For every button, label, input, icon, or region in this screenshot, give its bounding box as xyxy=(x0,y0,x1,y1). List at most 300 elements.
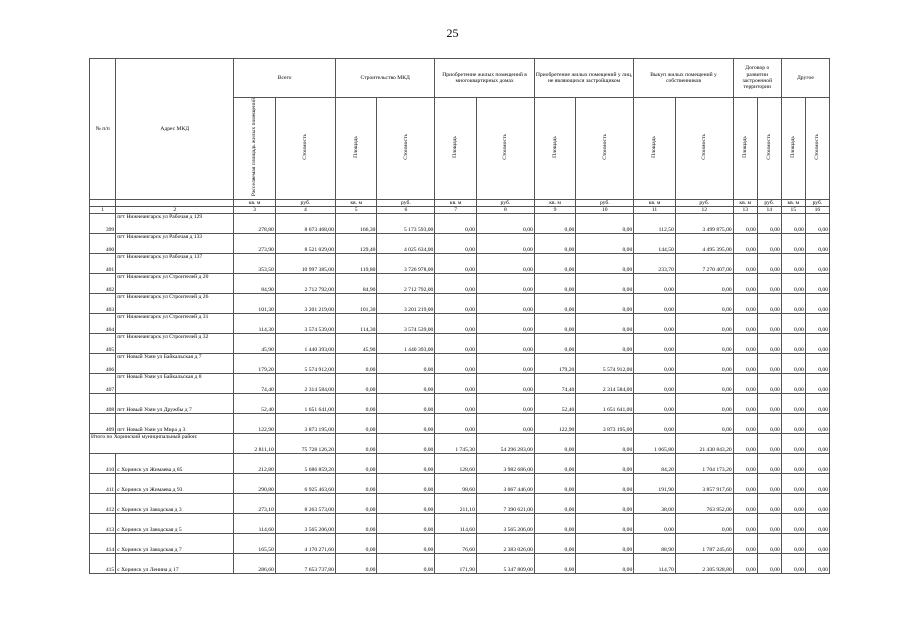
column-number-cell: 3 xyxy=(234,206,276,213)
value-cell: 0,00 xyxy=(576,554,634,574)
header-sub-label: Площадь xyxy=(452,136,459,158)
value-cell: 3 201 219,00 xyxy=(377,294,435,314)
header-sub xyxy=(634,98,676,200)
value-cell: 54 296 283,00 xyxy=(476,434,534,454)
value-cell: 0,00 xyxy=(634,514,676,534)
row-number: 411 xyxy=(90,474,116,494)
value-cell: 0,00 xyxy=(476,234,534,254)
header-sub-label: Стоимость xyxy=(701,134,708,160)
header-sub xyxy=(675,98,733,200)
value-cell: 3 574 539,00 xyxy=(377,314,435,334)
value-cell: 0,00 xyxy=(675,274,733,294)
value-cell: 4 170 271,60 xyxy=(275,534,335,554)
row-address: пгт Новый Уоян ул Мира д 3 xyxy=(116,414,234,434)
value-cell: 45,90 xyxy=(234,334,276,354)
header-sub-label: Площадь xyxy=(790,136,797,158)
value-cell: 0,00 xyxy=(675,414,733,434)
header-sub xyxy=(476,98,534,200)
value-cell: 0,00 xyxy=(757,254,781,274)
value-cell: 5 574 912,00 xyxy=(275,354,335,374)
header-group: Строительство МКД xyxy=(335,59,434,98)
value-cell: 0,00 xyxy=(781,474,805,494)
value-cell: 84,20 xyxy=(634,454,676,474)
value-cell: 0,00 xyxy=(675,354,733,374)
table-row xyxy=(90,294,830,314)
value-cell: 0,00 xyxy=(634,414,676,434)
value-cell: 0,00 xyxy=(805,254,829,274)
value-cell: 0,00 xyxy=(476,214,534,234)
row-address: с Хоринск ул Жимаева д 93 xyxy=(116,474,234,494)
value-cell: 122,90 xyxy=(234,414,276,434)
value-cell: 0,00 xyxy=(781,274,805,294)
value-cell: 0,00 xyxy=(435,214,477,234)
value-cell: 0,00 xyxy=(757,394,781,414)
value-cell: 0,00 xyxy=(476,354,534,374)
table-row xyxy=(90,274,830,294)
value-cell: 0,00 xyxy=(435,294,477,314)
value-cell: 0,00 xyxy=(805,334,829,354)
value-cell: 0,00 xyxy=(634,294,676,314)
value-cell: 179,20 xyxy=(234,354,276,374)
value-cell: 0,00 xyxy=(634,314,676,334)
value-cell: 0,00 xyxy=(576,514,634,534)
value-cell: 0,00 xyxy=(805,314,829,334)
value-cell: 0,00 xyxy=(757,354,781,374)
header-sub xyxy=(377,98,435,200)
value-cell: 0,00 xyxy=(634,334,676,354)
header-sub xyxy=(534,98,576,200)
value-cell: 74,40 xyxy=(534,374,576,394)
header-group: Приобретение жилых помещений у лиц, не являющихся застройщиком xyxy=(534,59,633,98)
value-cell: 88,90 xyxy=(634,534,676,554)
unit-cell: руб. xyxy=(576,199,634,206)
unit-cell: кв. м xyxy=(733,199,757,206)
table-row xyxy=(90,254,830,274)
value-cell: 0,00 xyxy=(781,534,805,554)
value-cell: 165,50 xyxy=(234,534,276,554)
value-cell: 0,00 xyxy=(781,454,805,474)
value-cell: 7 390 621,00 xyxy=(476,494,534,514)
value-cell: 0,00 xyxy=(476,254,534,274)
row-number: 412 xyxy=(90,494,116,514)
value-cell: 1 704 173,20 xyxy=(675,454,733,474)
value-cell: 0,00 xyxy=(805,434,829,454)
column-number-cell: 1 xyxy=(90,206,116,213)
column-number-cell: 7 xyxy=(435,206,477,213)
value-cell: 21 430 843,20 xyxy=(675,434,733,454)
unit-cell xyxy=(90,199,116,206)
header-sub xyxy=(335,98,377,200)
row-address: пгт Новый Уоян ул Байкальская д 8 xyxy=(116,374,234,394)
value-cell: 191,90 xyxy=(634,474,676,494)
value-cell: 166,30 xyxy=(335,214,377,234)
value-cell: 0,00 xyxy=(534,294,576,314)
row-address: с Хоринск ул Заводская д 5 xyxy=(116,514,234,534)
header-group: Другое xyxy=(781,59,829,98)
total-label: Итого по Хоринский муниципальный район: xyxy=(90,434,234,454)
value-cell: 0,00 xyxy=(576,494,634,514)
value-cell: 0,00 xyxy=(534,214,576,234)
value-cell: 0,00 xyxy=(805,374,829,394)
value-cell: 0,00 xyxy=(733,514,757,534)
row-address: с Хоринск ул Заводская д 7 xyxy=(116,534,234,554)
value-cell: 273,10 xyxy=(234,494,276,514)
value-cell: 3 067 446,00 xyxy=(476,474,534,494)
header-sub xyxy=(275,98,335,200)
value-cell: 114,60 xyxy=(234,514,276,534)
column-number-cell: 8 xyxy=(476,206,534,213)
column-number-cell: 16 xyxy=(805,206,829,213)
row-address: пгт Нижнеангарск ул Строителей д 31 xyxy=(116,314,234,334)
value-cell: 0,00 xyxy=(335,374,377,394)
row-number: 405 xyxy=(90,334,116,354)
value-cell: 0,00 xyxy=(757,334,781,354)
row-address: пгт Новый Уоян ул Дружбы д 7 xyxy=(116,394,234,414)
value-cell: 114,30 xyxy=(335,314,377,334)
value-cell: 0,00 xyxy=(435,334,477,354)
value-cell: 0,00 xyxy=(757,414,781,434)
value-cell: 212,80 xyxy=(234,454,276,474)
value-cell: 84,90 xyxy=(335,274,377,294)
value-cell: 0,00 xyxy=(476,314,534,334)
value-cell: 0,00 xyxy=(733,474,757,494)
value-cell: 0,00 xyxy=(757,494,781,514)
value-cell: 0,00 xyxy=(675,334,733,354)
value-cell: 1 745,30 xyxy=(435,434,477,454)
page-number: 25 xyxy=(446,26,459,40)
value-cell: 4 495 395,00 xyxy=(675,234,733,254)
value-cell: 0,00 xyxy=(781,254,805,274)
value-cell: 0,00 xyxy=(757,314,781,334)
value-cell: 52,40 xyxy=(234,394,276,414)
column-number-cell: 12 xyxy=(675,206,733,213)
value-cell: 0,00 xyxy=(335,494,377,514)
value-cell: 3 574 539,00 xyxy=(275,314,335,334)
value-cell: 0,00 xyxy=(675,514,733,534)
row-address: пгт Новый Уоян ул Байкальская д 7 xyxy=(116,354,234,374)
value-cell: 0,00 xyxy=(733,374,757,394)
table-row xyxy=(90,454,830,474)
value-cell: 0,00 xyxy=(576,534,634,554)
value-cell: 0,00 xyxy=(805,514,829,534)
value-cell: 5 574 912,00 xyxy=(576,354,634,374)
table-row xyxy=(90,314,830,334)
value-cell: 1 065,80 xyxy=(634,434,676,454)
value-cell: 0,00 xyxy=(733,254,757,274)
unit-cell: руб. xyxy=(275,199,335,206)
header-group: Приобретение жилых помещений в многоквартирных домах xyxy=(435,59,534,98)
value-cell: 122,90 xyxy=(534,414,576,434)
value-cell: 0,00 xyxy=(757,294,781,314)
row-number: 399 xyxy=(90,214,116,234)
value-cell: 0,00 xyxy=(576,314,634,334)
value-cell: 0,00 xyxy=(335,394,377,414)
value-cell: 0,00 xyxy=(805,234,829,254)
value-cell: 0,00 xyxy=(781,394,805,414)
value-cell: 0,00 xyxy=(335,554,377,574)
value-cell: 1 440 393,00 xyxy=(377,334,435,354)
value-cell: 0,00 xyxy=(534,234,576,254)
value-cell: 0,00 xyxy=(534,514,576,534)
value-cell: 0,00 xyxy=(576,334,634,354)
value-cell: 0,00 xyxy=(757,554,781,574)
value-cell: 0,00 xyxy=(534,554,576,574)
table-row xyxy=(90,514,830,534)
value-cell: 84,90 xyxy=(234,274,276,294)
value-cell: 3 565 206,00 xyxy=(476,514,534,534)
unit-cell: кв. м xyxy=(781,199,805,206)
value-cell: 3 565 206,00 xyxy=(275,514,335,534)
value-cell: 10 997 385,00 xyxy=(275,254,335,274)
row-number: 415 xyxy=(90,554,116,574)
value-cell: 0,00 xyxy=(435,254,477,274)
value-cell: 0,00 xyxy=(435,394,477,414)
row-number: 401 xyxy=(90,254,116,274)
value-cell: 112,50 xyxy=(634,214,676,234)
header-sub-label: Расселяемая площадь жилых помещений xyxy=(251,98,258,197)
value-cell: 4 025 634,00 xyxy=(377,234,435,254)
value-cell: 0,00 xyxy=(377,414,435,434)
value-cell: 0,00 xyxy=(757,474,781,494)
unit-cell xyxy=(116,199,234,206)
value-cell: 0,00 xyxy=(781,234,805,254)
value-cell: 0,00 xyxy=(733,414,757,434)
header-num: № п/п xyxy=(90,59,116,200)
table-row xyxy=(90,354,830,374)
value-cell: 3 873 195,00 xyxy=(275,414,335,434)
value-cell: 0,00 xyxy=(675,294,733,314)
units-row xyxy=(90,199,830,206)
value-cell: 0,00 xyxy=(675,394,733,414)
value-cell: 0,00 xyxy=(377,454,435,474)
value-cell: 0,00 xyxy=(781,434,805,454)
row-number: 406 xyxy=(90,354,116,374)
value-cell: 0,00 xyxy=(335,474,377,494)
value-cell: 129,40 xyxy=(335,234,377,254)
value-cell: 0,00 xyxy=(335,514,377,534)
header-sub-label: Стоимость xyxy=(766,134,773,160)
value-cell: 0,00 xyxy=(733,494,757,514)
value-cell: 233,70 xyxy=(634,254,676,274)
value-cell: 76,60 xyxy=(435,534,477,554)
value-cell: 0,00 xyxy=(335,434,377,454)
row-address: с Хоринск ул Жимаева д 85 xyxy=(116,454,234,474)
value-cell: 0,00 xyxy=(781,494,805,514)
value-cell: 0,00 xyxy=(757,534,781,554)
value-cell: 2 383 026,00 xyxy=(476,534,534,554)
row-number: 403 xyxy=(90,294,116,314)
header-sub-label: Площадь xyxy=(352,136,359,158)
header-sub-label: Площадь xyxy=(551,136,558,158)
value-cell: 0,00 xyxy=(757,434,781,454)
value-cell: 179,20 xyxy=(534,354,576,374)
value-cell: 0,00 xyxy=(335,534,377,554)
value-cell: 128,60 xyxy=(435,454,477,474)
table-row xyxy=(90,414,830,434)
header-group: Всего xyxy=(234,59,336,98)
value-cell: 0,00 xyxy=(781,354,805,374)
value-cell: 0,00 xyxy=(634,354,676,374)
unit-cell: руб. xyxy=(377,199,435,206)
value-cell: 0,00 xyxy=(435,374,477,394)
value-cell: 0,00 xyxy=(534,434,576,454)
value-cell: 0,00 xyxy=(634,274,676,294)
header-sub-label: Стоимость xyxy=(402,134,409,160)
value-cell: 278,80 xyxy=(234,214,276,234)
value-cell: 45,90 xyxy=(335,334,377,354)
value-cell: 2 811,10 xyxy=(234,434,276,454)
header-sub-label: Стоимость xyxy=(814,134,821,160)
header-sub xyxy=(576,98,634,200)
value-cell: 1 787 245,60 xyxy=(675,534,733,554)
value-cell: 98,60 xyxy=(435,474,477,494)
header-group: Выкуп жилых помещений у собственников xyxy=(634,59,733,98)
row-number: 410 xyxy=(90,454,116,474)
value-cell: 0,00 xyxy=(576,234,634,254)
column-number-cell: 10 xyxy=(576,206,634,213)
value-cell: 0,00 xyxy=(757,214,781,234)
value-cell: 119,80 xyxy=(335,254,377,274)
value-cell: 2 314 584,00 xyxy=(576,374,634,394)
value-cell: 0,00 xyxy=(476,294,534,314)
value-cell: 0,00 xyxy=(534,274,576,294)
value-cell: 0,00 xyxy=(781,554,805,574)
value-cell: 0,00 xyxy=(805,414,829,434)
value-cell: 0,00 xyxy=(335,414,377,434)
value-cell: 3 726 978,00 xyxy=(377,254,435,274)
value-cell: 0,00 xyxy=(805,454,829,474)
row-number: 402 xyxy=(90,274,116,294)
header-sub xyxy=(435,98,477,200)
value-cell: 353,50 xyxy=(234,254,276,274)
header-sub xyxy=(781,98,805,200)
value-cell: 0,00 xyxy=(435,414,477,434)
value-cell: 0,00 xyxy=(733,394,757,414)
value-cell: 171,90 xyxy=(435,554,477,574)
value-cell: 0,00 xyxy=(377,434,435,454)
value-cell: 0,00 xyxy=(733,314,757,334)
header-sub xyxy=(733,98,757,200)
value-cell: 0,00 xyxy=(733,534,757,554)
unit-cell: руб. xyxy=(675,199,733,206)
header-sub-label: Площадь xyxy=(742,136,749,158)
row-address: пгт Нижнеангарск ул Рабочая д 133 xyxy=(116,234,234,254)
row-address: пгт Нижнеангарск ул Строителей д 26 xyxy=(116,294,234,314)
value-cell: 0,00 xyxy=(377,494,435,514)
row-address: с Хоринск ул Заводская д 3 xyxy=(116,494,234,514)
value-cell: 0,00 xyxy=(377,374,435,394)
table-row xyxy=(90,534,830,554)
value-cell: 0,00 xyxy=(534,254,576,274)
value-cell: 5 686 859,20 xyxy=(275,454,335,474)
row-number: 408 xyxy=(90,394,116,414)
value-cell: 0,00 xyxy=(757,274,781,294)
value-cell: 0,00 xyxy=(805,294,829,314)
value-cell: 0,00 xyxy=(476,274,534,294)
table-row xyxy=(90,394,830,414)
value-cell: 0,00 xyxy=(634,394,676,414)
row-number: 407 xyxy=(90,374,116,394)
value-cell: 0,00 xyxy=(805,354,829,374)
value-cell: 52,40 xyxy=(534,394,576,414)
row-address: пгт Нижнеангарск ул Строителей д 20 xyxy=(116,274,234,294)
value-cell: 0,00 xyxy=(377,554,435,574)
header-sub-label: Стоимость xyxy=(601,134,608,160)
header-group: Договор о развитии застроенной территории xyxy=(733,59,781,98)
value-cell: 0,00 xyxy=(534,474,576,494)
value-cell: 286,60 xyxy=(234,554,276,574)
value-cell: 0,00 xyxy=(733,334,757,354)
value-cell: 2 305 928,80 xyxy=(675,554,733,574)
value-cell: 3 982 686,00 xyxy=(476,454,534,474)
table-row xyxy=(90,494,830,514)
row-address: пгт Нижнеангарск ул Строителей д 32 xyxy=(116,334,234,354)
column-number-row xyxy=(90,206,830,213)
value-cell: 0,00 xyxy=(675,314,733,334)
column-number-cell: 14 xyxy=(757,206,781,213)
value-cell: 0,00 xyxy=(781,374,805,394)
value-cell: 7 270 407,00 xyxy=(675,254,733,274)
value-cell: 0,00 xyxy=(805,394,829,414)
value-cell: 0,00 xyxy=(781,314,805,334)
value-cell: 0,00 xyxy=(733,454,757,474)
table-row xyxy=(90,474,830,494)
value-cell: 8 521 029,00 xyxy=(275,234,335,254)
value-cell: 0,00 xyxy=(805,534,829,554)
unit-cell: руб. xyxy=(805,199,829,206)
value-cell: 0,00 xyxy=(576,294,634,314)
unit-cell: кв. м xyxy=(634,199,676,206)
value-cell: 0,00 xyxy=(377,394,435,414)
value-cell: 0,00 xyxy=(377,354,435,374)
header-address: Адрес МКД xyxy=(116,59,234,200)
value-cell: 8 673 468,00 xyxy=(275,214,335,234)
value-cell: 1 651 641,00 xyxy=(576,394,634,414)
column-number-cell: 15 xyxy=(781,206,805,213)
value-cell: 2 712 792,00 xyxy=(275,274,335,294)
value-cell: 114,60 xyxy=(435,514,477,534)
resettlement-table xyxy=(89,58,830,574)
unit-cell: кв. м xyxy=(435,199,477,206)
value-cell: 0,00 xyxy=(476,394,534,414)
table-row xyxy=(90,554,830,574)
value-cell: 0,00 xyxy=(534,454,576,474)
value-cell: 5 347 809,00 xyxy=(476,554,534,574)
row-number: 400 xyxy=(90,234,116,254)
value-cell: 0,00 xyxy=(435,234,477,254)
column-number-cell: 9 xyxy=(534,206,576,213)
header-sub xyxy=(805,98,829,200)
value-cell: 3 857 917,60 xyxy=(675,474,733,494)
value-cell: 101,30 xyxy=(234,294,276,314)
table-row xyxy=(90,234,830,254)
value-cell: 2 314 584,00 xyxy=(275,374,335,394)
value-cell: 0,00 xyxy=(534,534,576,554)
value-cell: 0,00 xyxy=(733,274,757,294)
unit-cell: руб. xyxy=(757,199,781,206)
table-row xyxy=(90,374,830,394)
value-cell: 0,00 xyxy=(576,274,634,294)
value-cell: 0,00 xyxy=(335,454,377,474)
value-cell: 273,90 xyxy=(234,234,276,254)
column-number-cell: 6 xyxy=(377,206,435,213)
column-number-cell: 2 xyxy=(116,206,234,213)
value-cell: 0,00 xyxy=(476,374,534,394)
value-cell: 290,80 xyxy=(234,474,276,494)
column-number-cell: 4 xyxy=(275,206,335,213)
value-cell: 75 728 126,20 xyxy=(275,434,335,454)
table-row xyxy=(90,214,830,234)
